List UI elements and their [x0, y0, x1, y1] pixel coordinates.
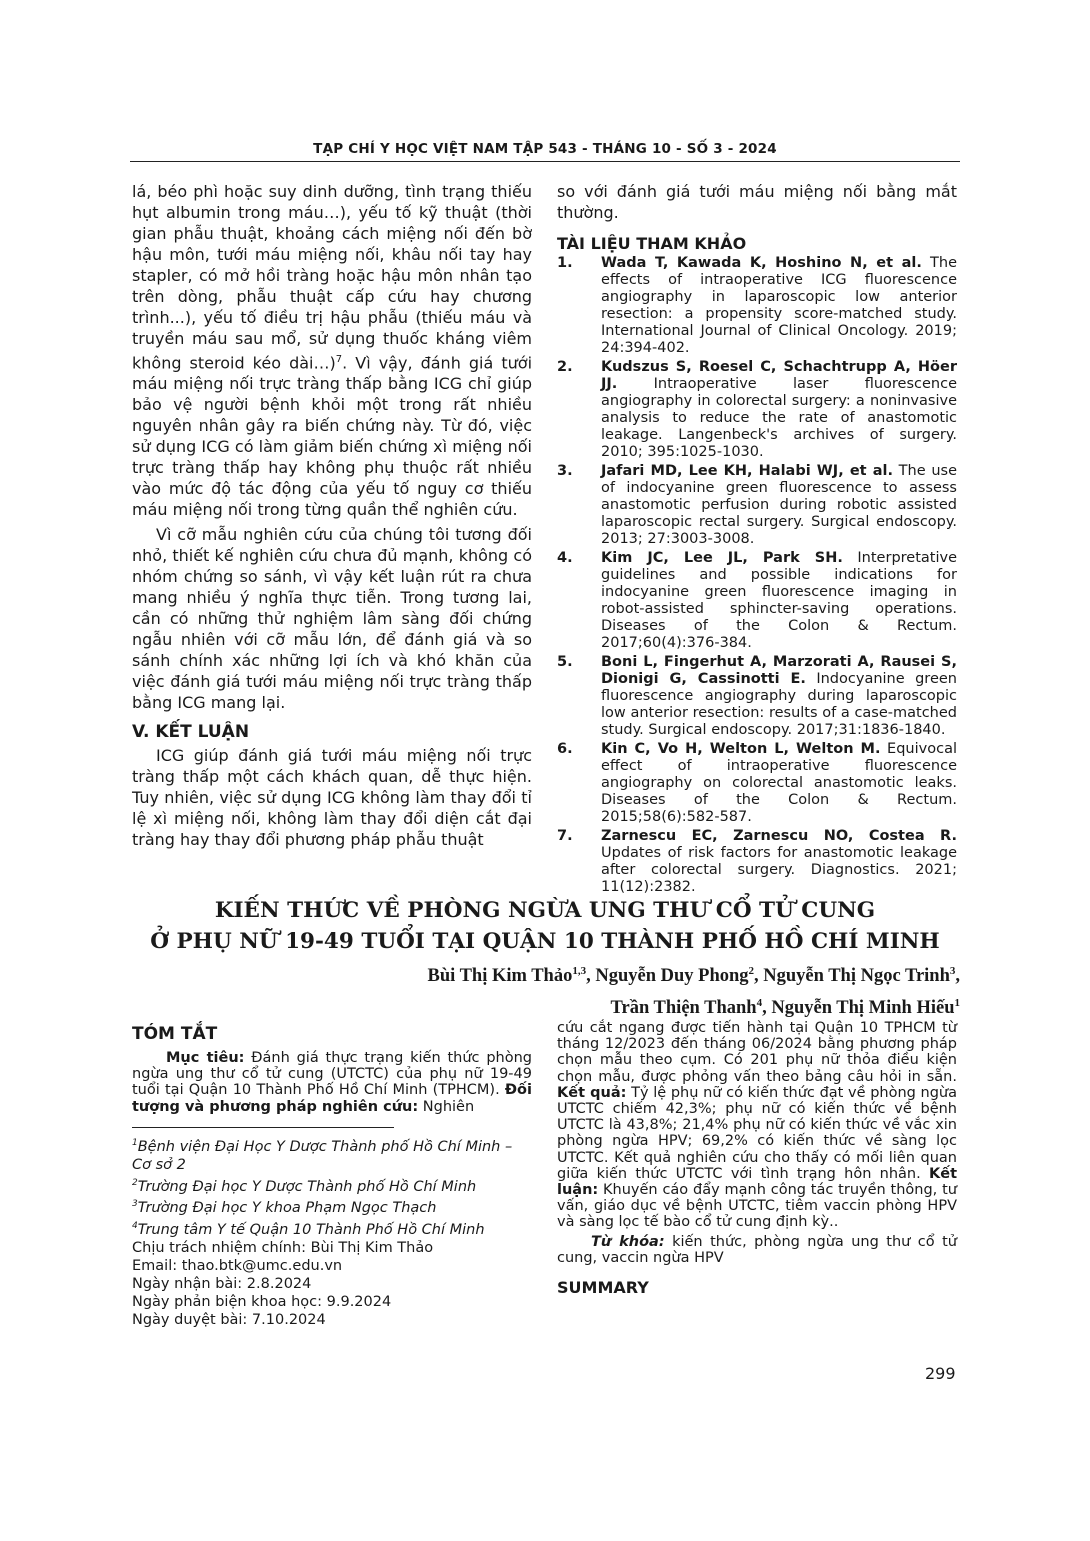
summary-heading: SUMMARY [557, 1278, 649, 1298]
author: Nguyễn Thị Ngọc Trinh$^3$, [763, 965, 960, 987]
reference-number: 2. [557, 359, 573, 375]
reference-authors: Wada T, Kawada K, Hoshino N, et al. [601, 255, 922, 271]
abstract-right-column [557, 1020, 957, 1297]
discussion-paragraph-1 [132, 181, 532, 520]
continuation-paragraph: so với đánh giá tưới máu miệng nối bằng mắt thường. [557, 182, 957, 222]
reference-item [557, 741, 957, 826]
date-received: Ngày nhận bài: 2.8.2024 [132, 1276, 312, 1293]
footnote-4: $^4$Trung tâm Y tế Quận 10 Thành Phố Hồ Chí Minh [132, 1221, 485, 1239]
reference-item [557, 550, 957, 652]
abstract-methods-continued: cứu cắt ngang được tiến hành tại Quận 10 TPHCM từ tháng 12/2023 đến tháng 06/2024 bằng phương pháp chọn mẫu theo cụm. Có 201 phụ nữ thỏa điều kiện chọn mẫu, được phỏng vấn theo bảng câu hỏi in sẵn. Kết quả: Tỷ lệ phụ nữ có kiến thức đạt về phòng ngừa UTCTC chiếm 42,3%; phụ nữ có kiến thức về bệnh UTCTC là 43,8%; 21,4% phụ nữ có kiến thức về vắc xin phòng ngừa HPV; 69,2% có kiến thức về sàng lọc UTCTC. Kết quả nghiên cứu cho thấy có mối liên quan giữa kiến thức UTCTC với tình trạng hôn nhân. Kết luận: Khuyến cáo đẩy mạnh công tác truyền thông, tư vấn, giáo dục về bệnh UTCTC, tiêm vaccin phòng HPV và sàng lọc tế bào cổ tử cung định kỳ.. [557, 1020, 958, 1231]
abstract-heading: TÓM TẮT [132, 1024, 218, 1044]
email: Email: thao.btk@umc.edu.vn [132, 1258, 343, 1275]
reference-authors: Kim JC, Lee JL, Park SH. [601, 550, 843, 566]
citation-sup: 7 [335, 354, 343, 365]
reference-number: 4. [557, 550, 573, 566]
author-list [400, 958, 960, 1022]
reference-text: The use of indocyanine green fluorescence to assess anastomotic perfusion during robotic assisted laparoscopic rectal surgery. Surgical endoscopy. 2013; 27:3003-3008. [601, 463, 957, 547]
reference-text: The effects of intraoperative ICG fluorescence angiography in laparoscopic low anterior resection: a propensity score-matched study. International Journal of Clinical Oncology. 2019; 24:394-402. [601, 255, 957, 356]
author: Nguyễn Duy Phong$^2$, [595, 965, 764, 987]
reference-text: Updates of risk factors for anastomotic leakage after colorectal surgery. Diagnostics. 2021; 11(12):2382. [601, 845, 957, 895]
footnote-divider [132, 1127, 394, 1128]
date-reviewed: Ngày phản biện khoa học: 9.9.2024 [132, 1294, 392, 1311]
references-heading: TÀI LIỆU THAM KHẢO [557, 234, 747, 253]
references-list [557, 255, 957, 896]
right-column [557, 181, 957, 898]
reference-number: 6. [557, 741, 573, 757]
author: Trần Thiện Thanh$^4$, [610, 997, 772, 1019]
author: Bùi Thị Kim Thảo$^{1,3}$, [427, 965, 596, 987]
reference-number: 3. [557, 463, 573, 479]
responsible-author: Chịu trách nhiệm chính: Bùi Thị Kim Thảo [132, 1240, 434, 1257]
reference-item [557, 463, 957, 548]
reference-text: Interpretative guidelines and possible indications for indocyanine green fluorescence imaging in robot-assisted sphincter-saving operations. Diseases of the Colon & Rectum. 2017;60(4):376-384. [601, 550, 957, 651]
reference-authors: Kudszus S, Roesel C, Schachtrupp A, Höer JJ. [601, 359, 957, 392]
footnote-2: $^2$Trường Đại học Y Dược Thành phố Hồ Chí Minh [132, 1177, 477, 1195]
article-title [130, 895, 960, 957]
footnote-3: $^3$Trường Đại học Y khoa Phạm Ngọc Thạch [132, 1199, 437, 1217]
reference-text: Intraoperative laser fluorescence angiography in colorectal surgery: a noninvasive analysis to reduce the rate of anastomotic leakage. Langenbeck's archives of surgery. 2010; 395:1025-1030. [601, 376, 957, 460]
conclusion-heading: V. KẾT LUẬN [132, 722, 250, 743]
reference-item [557, 255, 957, 357]
discussion-paragraph-2: Vì cỡ mẫu nghiên cứu của chúng tôi tương đối nhỏ, thiết kế nghiên cứu chưa đủ mạnh, không có nhóm chứng so sánh, vì vậy kết luận rút ra chưa mang nhiều ý nghĩa thực tiễn. Trong tương lai, cần có những thử nghiệm lâm sàng đối chứng ngẫu nhiên với cỡ mẫu lớn, để đánh giá và so sánh chính xác những lợi ích và khó khăn của việc đánh giá tưới máu miệng nối trực tràng thấp bằng ICG mang lại. [132, 525, 532, 713]
reference-item [557, 828, 957, 896]
reference-authors: Zarnescu EC, Zarnescu NO, Costea R. [601, 828, 957, 844]
reference-item [557, 654, 957, 739]
reference-authors: Jafari MD, Lee KH, Halabi WJ, et al. [601, 463, 893, 479]
date-accepted: Ngày duyệt bài: 7.10.2024 [132, 1312, 326, 1329]
para1-tail: . Vì vậy, đánh giá tưới máu miệng nối trực tràng thấp bằng ICG chỉ giúp bảo vệ người bệnh khỏi một trong rất nhiều nguyên nhân gây ra biến chứng này. Từ đó, việc sử dụng ICG có làm giảm biến chứng xì miệng nối trực tràng thấp hay không phụ thuộc rất nhiều vào mức độ tác động của yếu tố nguy cơ thiếu máu miệng nối trong từng quần thể nghiên cứu. [132, 353, 533, 520]
title-line-2: Ở PHỤ NỮ 19-49 TUỔI TẠI QUẬN 10 THÀNH PHỐ HỒ CHÍ MINH [150, 929, 940, 954]
abstract-objective: Mục tiêu: Đánh giá thực trạng kiến thức phòng ngừa ung thư cổ tử cung (UTCTC) của phụ nữ 19-49 tuổi tại Quận 10 Thành Phố Hồ Chí Minh (TPHCM). Đối tượng và phương pháp nghiên cứu: Nghiên [132, 1050, 532, 1115]
para1-text: lá, béo phì hoặc suy dinh dưỡng, tình trạng thiếu hụt albumin trong máu…), yếu tố kỹ thuật (thời gian phẫu thuật, khoảng cách miệng nối đến bờ hậu môn, tưới máu miệng nối, khâu nối tay hay stapler, có mở hồi tràng hoặc hậu môn nhân tạo trên dòng, phẫu thuật cấp cứu hay chương trình...), yếu tố điều trị hậu phẫu (thiếu máu và truyền máu sau mổ, sử dụng thuốc kháng viêm không steroid kéo dài…) [132, 182, 532, 373]
conclusion-paragraph: ICG giúp đánh giá tưới máu miệng nối trực tràng thấp một cách khách quan, dễ thực hiện. Tuy nhiên, việc sử dụng ICG không làm thay đổi tỉ lệ xì miệng nối, không làm thay đổi diện cắt đại tràng hay thay đổi phương pháp phẫu thuật [132, 746, 532, 850]
reference-item [557, 359, 957, 461]
footnote-1: $^1$Bệnh viện Đại Học Y Dược Thành phố Hồ Chí Minh – Cơ sở 2 [132, 1137, 513, 1173]
header-rule [130, 161, 960, 162]
reference-authors: Kin C, Vo H, Welton L, Welton M. [601, 741, 881, 757]
reference-text: Equivocal effect of intraoperative fluorescence angiography on colorectal anastomotic leaks. Diseases of the Colon & Rectum. 2015;58(6):582-587. [601, 741, 957, 825]
title-line-1: KIẾN THỨC VỀ PHÒNG NGỪA UNG THƯ CỔ TỬ CUNG [214, 898, 876, 923]
reference-number: 7. [557, 828, 573, 844]
reference-text: Indocyanine green fluorescence angiography during laparoscopic low anterior resection: results of a case-matched study. Surgical endoscopy. 2017;31:1836-1840. [601, 671, 957, 738]
reference-number: 5. [557, 654, 573, 670]
abstract-left-column [132, 1022, 532, 1329]
journal-header: TẠP CHÍ Y HỌC VIỆT NAM TẬP 543 - THÁNG 10 - SỐ 3 - 2024 [313, 141, 777, 157]
abstract-keywords: Từ khóa: kiến thức, phòng ngừa ung thư cổ tử cung, vaccin ngừa HPV [557, 1233, 957, 1266]
left-column [132, 181, 532, 850]
reference-authors: Boni L, Fingerhut A, Marzorati A, Rausei S, Dionigi G, Cassinotti E. [601, 654, 957, 687]
reference-number: 1. [557, 255, 573, 271]
page-number: 299 [925, 1364, 956, 1383]
author: Nguyễn Thị Minh Hiếu$^1$ [771, 997, 960, 1019]
